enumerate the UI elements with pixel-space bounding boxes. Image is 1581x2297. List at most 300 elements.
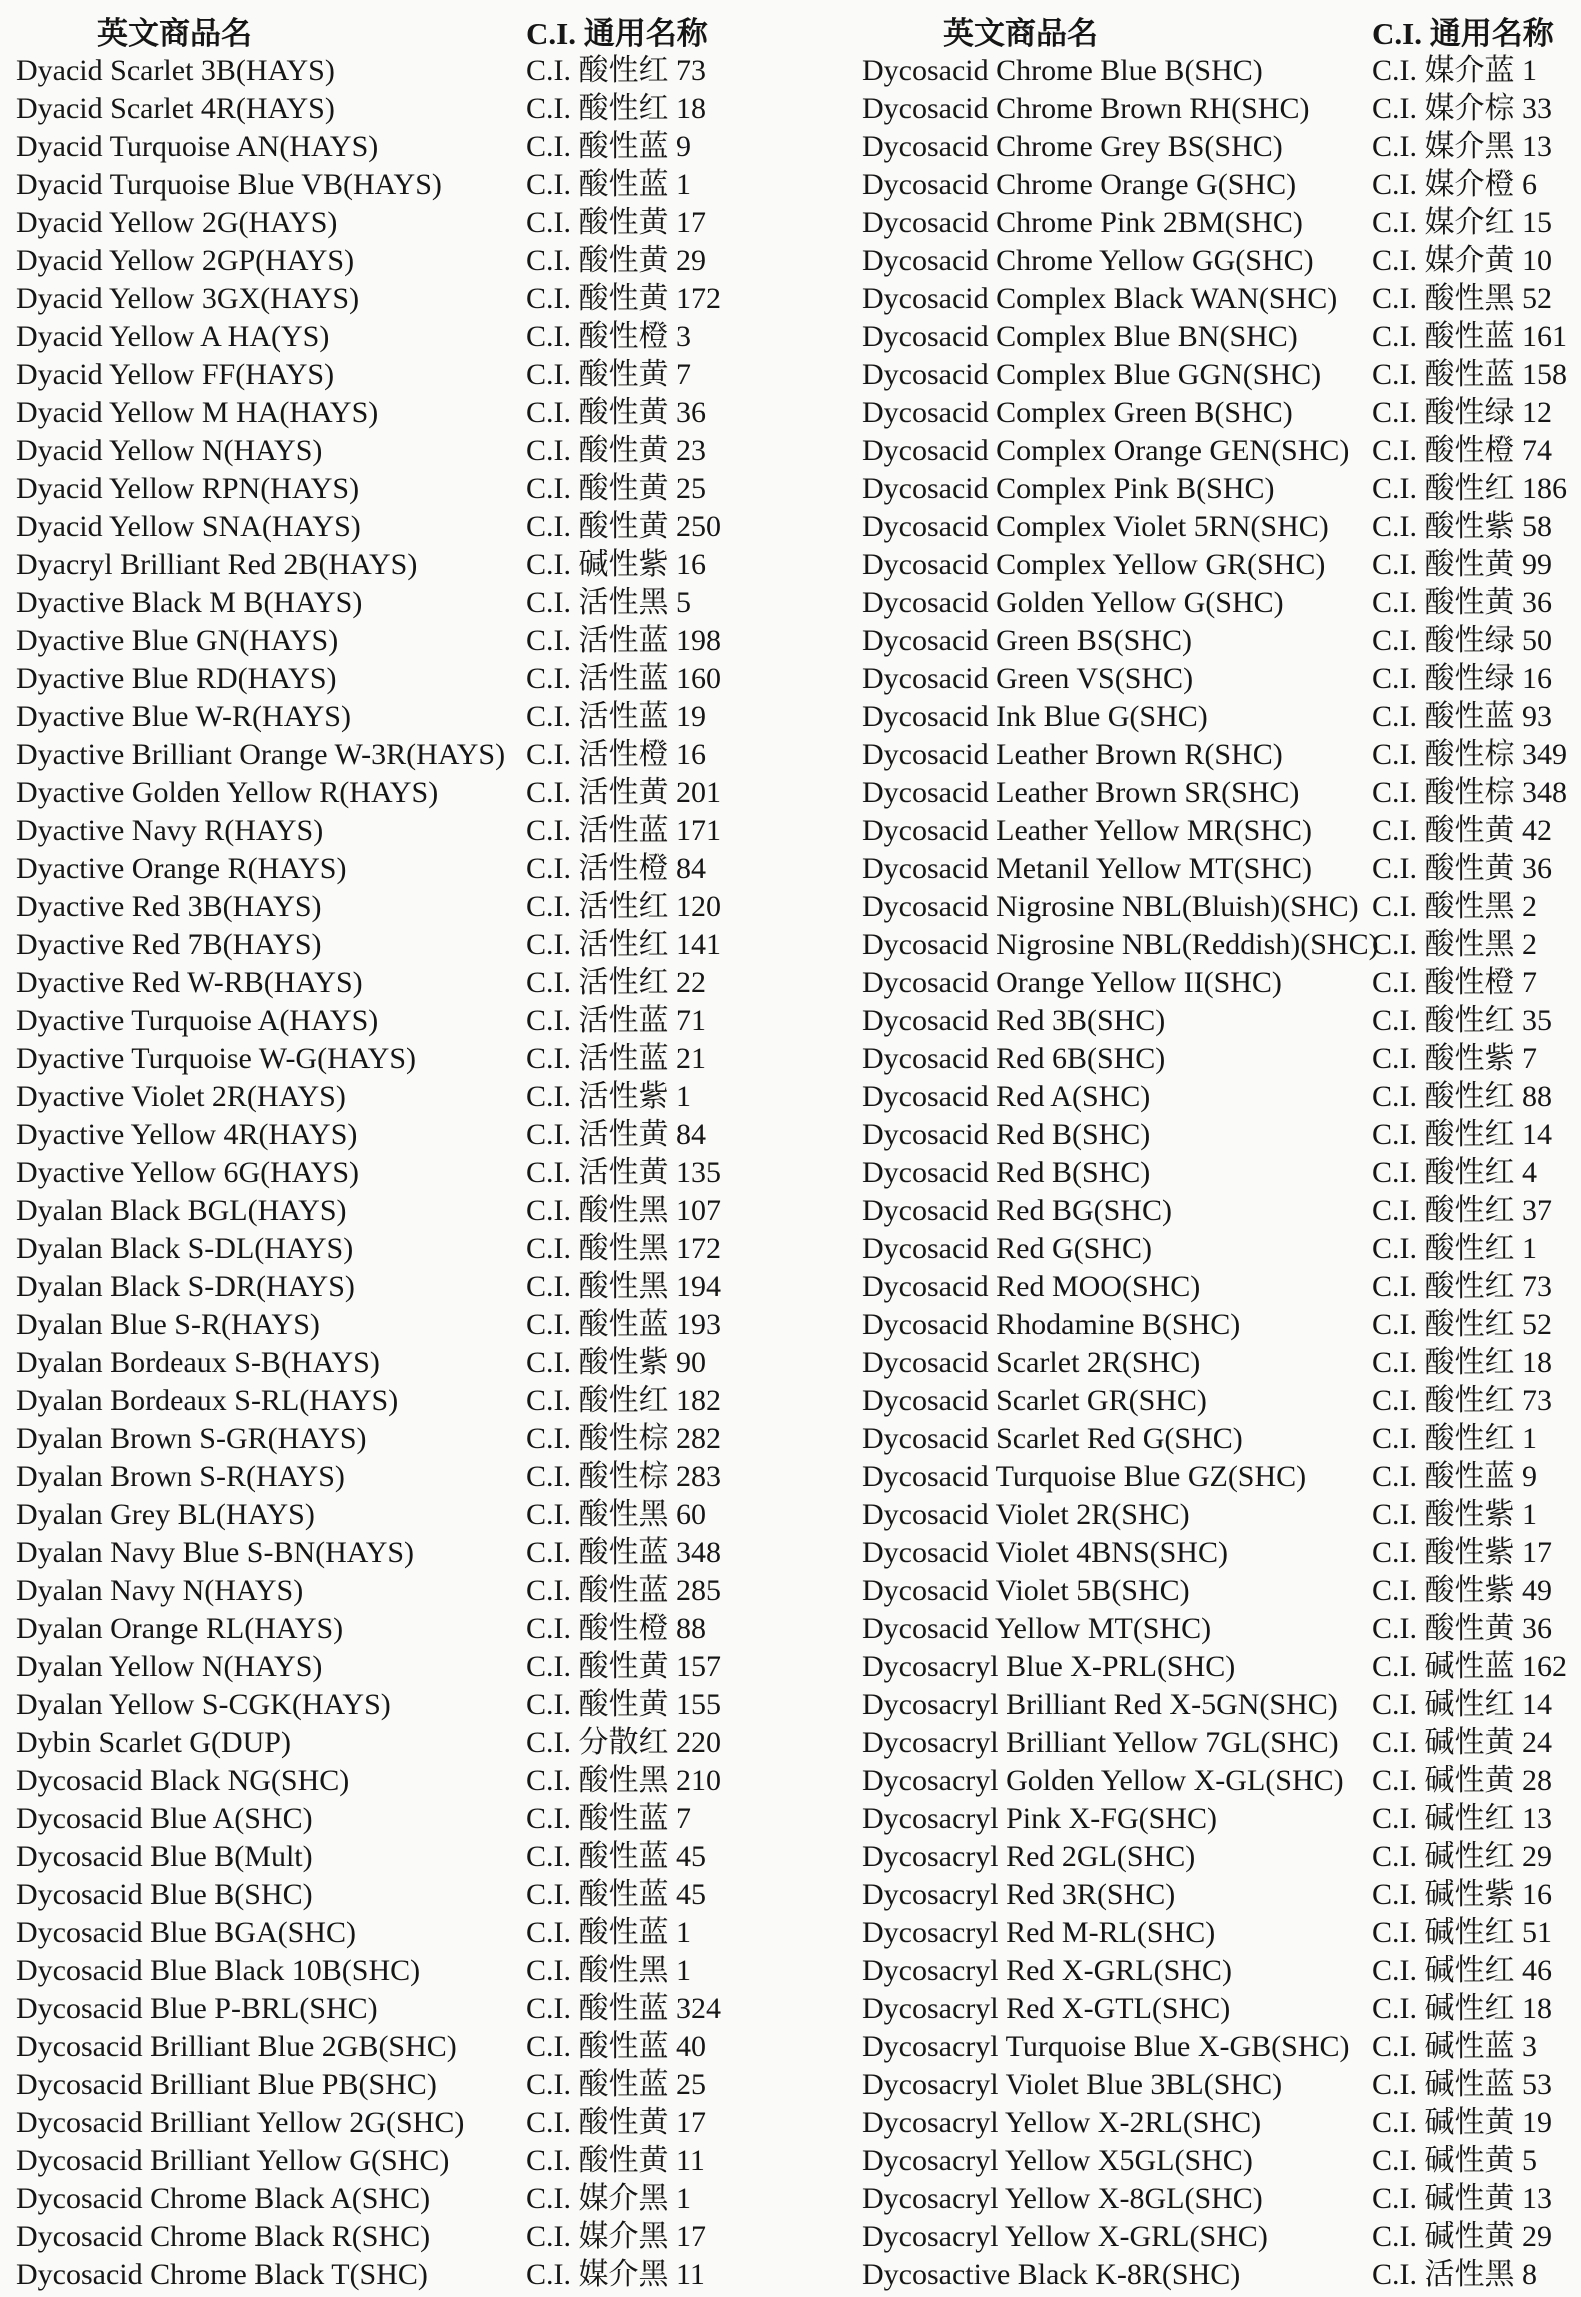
table-row [862, 1724, 1581, 1762]
table-row [862, 1952, 1581, 1990]
table-row [16, 660, 766, 698]
ci-name-cell: C.I. 酸性黄 36 [526, 396, 706, 429]
ci-name-cell: C.I. 酸性蓝 7 [526, 1802, 691, 1835]
trade-name-cell: Dycosacid Complex Blue BN(SHC) [862, 320, 1298, 353]
table-row [16, 1610, 766, 1648]
table-row [862, 2028, 1581, 2066]
table-row [16, 1534, 766, 1572]
table-row [16, 698, 766, 736]
table-row [862, 1420, 1581, 1458]
table-row [16, 964, 766, 1002]
table-row [862, 812, 1581, 850]
trade-name-cell: Dyactive Turquoise W-G(HAYS) [16, 1042, 417, 1075]
trade-name-cell: Dyacid Yellow RPN(HAYS) [16, 472, 360, 505]
trade-name-cell: Dyactive Golden Yellow R(HAYS) [16, 776, 439, 809]
left-table-header [16, 8, 766, 52]
trade-name-cell: Dyalan Navy N(HAYS) [16, 1574, 304, 1607]
trade-name-cell: Dyalan Black S-DR(HAYS) [16, 1270, 355, 1303]
table-row [862, 1458, 1581, 1496]
ci-name-cell: C.I. 碱性红 18 [1372, 1992, 1552, 2025]
table-row [862, 926, 1581, 964]
table-row [16, 2028, 766, 2066]
table-row [862, 508, 1581, 546]
ci-name-cell: C.I. 碱性紫 16 [526, 548, 706, 581]
trade-name-cell: Dyacid Yellow 2G(HAYS) [16, 206, 338, 239]
table-row [862, 1762, 1581, 1800]
ci-name-cell: C.I. 酸性蓝 348 [526, 1536, 721, 1569]
trade-name-cell: Dycosacid Scarlet Red G(SHC) [862, 1422, 1243, 1455]
table-row [16, 1420, 766, 1458]
ci-name-cell: C.I. 酸性黄 155 [526, 1688, 721, 1721]
trade-name-cell: Dycosacid Chrome Black A(SHC) [16, 2182, 431, 2215]
table-row [862, 774, 1581, 812]
table-row [862, 318, 1581, 356]
ci-name-cell: C.I. 酸性紫 7 [1372, 1042, 1537, 1075]
ci-name-cell: C.I. 活性蓝 71 [526, 1004, 706, 1037]
ci-name-cell: C.I. 酸性蓝 1 [526, 168, 691, 201]
ci-name-cell: C.I. 碱性黄 19 [1372, 2106, 1552, 2139]
trade-name-cell: Dyactive Blue RD(HAYS) [16, 662, 337, 695]
ci-name-cell: C.I. 酸性橙 3 [526, 320, 691, 353]
table-row [16, 2142, 766, 2180]
table-row [862, 1876, 1581, 1914]
ci-name-cell: C.I. 酸性紫 49 [1372, 1574, 1552, 1607]
table-row [862, 356, 1581, 394]
table-row [16, 1496, 766, 1534]
table-row [16, 888, 766, 926]
table-row [862, 1800, 1581, 1838]
ci-name-cell: C.I. 活性黑 5 [526, 586, 691, 619]
trade-name-cell: Dycosacid Chrome Orange G(SHC) [862, 168, 1297, 201]
table-row [862, 622, 1581, 660]
table-row [16, 90, 766, 128]
ci-name-cell: C.I. 酸性黑 210 [526, 1764, 721, 1797]
ci-name-cell: C.I. 碱性蓝 162 [1372, 1650, 1567, 1683]
trade-name-cell: Dycosacid Blue P-BRL(SHC) [16, 1992, 378, 2025]
table-row [862, 1116, 1581, 1154]
ci-name-cell: C.I. 酸性橙 7 [1372, 966, 1537, 999]
ci-name-cell: C.I. 酸性红 1 [1372, 1232, 1537, 1265]
ci-name-cell: C.I. 酸性黑 52 [1372, 282, 1552, 315]
ci-name-cell: C.I. 酸性紫 17 [1372, 1536, 1552, 1569]
ci-name-cell: C.I. 酸性蓝 324 [526, 1992, 721, 2025]
ci-name-cell: C.I. 酸性橙 74 [1372, 434, 1552, 467]
table-row [16, 1458, 766, 1496]
trade-name-cell: Dycosacid Chrome Yellow GG(SHC) [862, 244, 1314, 277]
trade-name-cell: Dycosacryl Brilliant Red X-5GN(SHC) [862, 1688, 1338, 1721]
table-row [16, 2256, 766, 2294]
trade-name-cell: Dyactive Turquoise A(HAYS) [16, 1004, 379, 1037]
ci-name-cell: C.I. 酸性黄 29 [526, 244, 706, 277]
trade-name-cell: Dycosacid Nigrosine NBL(Reddish)(SHC) [862, 928, 1379, 961]
trade-name-cell: Dycosacid Brilliant Yellow 2G(SHC) [16, 2106, 465, 2139]
trade-name-cell: Dycosacid Green BS(SHC) [862, 624, 1192, 657]
trade-name-cell: Dyacid Yellow N(HAYS) [16, 434, 323, 467]
trade-name-cell: Dycosacid Red B(SHC) [862, 1118, 1151, 1151]
ci-name-cell: C.I. 媒介蓝 1 [1372, 54, 1537, 87]
ci-name-cell: C.I. 酸性绿 50 [1372, 624, 1552, 657]
table-row [862, 1040, 1581, 1078]
table-row [16, 2066, 766, 2104]
table-row [862, 280, 1581, 318]
trade-name-cell: Dycosacid Blue A(SHC) [16, 1802, 313, 1835]
ci-name-cell: C.I. 媒介黑 13 [1372, 130, 1552, 163]
ci-name-cell: C.I. 媒介黄 10 [1372, 244, 1552, 277]
ci-name-cell: C.I. 活性红 120 [526, 890, 721, 923]
table-row [862, 1078, 1581, 1116]
table-row [862, 2256, 1581, 2294]
trade-name-cell: Dyactive Red W-RB(HAYS) [16, 966, 363, 999]
trade-name-cell: Dyacid Yellow A HA(YS) [16, 320, 330, 353]
trade-name-cell: Dycosacid Red MOO(SHC) [862, 1270, 1201, 1303]
ci-name-cell: C.I. 酸性黄 36 [1372, 852, 1552, 885]
ci-name-cell: C.I. 酸性红 18 [1372, 1346, 1552, 1379]
trade-name-cell: Dycosacid Violet 5B(SHC) [862, 1574, 1190, 1607]
trade-name-cell: Dycosacid Ink Blue G(SHC) [862, 700, 1208, 733]
trade-name-cell: Dycosacid Blue B(SHC) [16, 1878, 313, 1911]
ci-name-cell: C.I. 酸性紫 1 [1372, 1498, 1537, 1531]
table-row [16, 166, 766, 204]
table-row [16, 622, 766, 660]
ci-name-cell: C.I. 碱性红 46 [1372, 1954, 1552, 1987]
table-row [862, 2218, 1581, 2256]
ci-name-cell: C.I. 酸性蓝 158 [1372, 358, 1567, 391]
table-row [862, 394, 1581, 432]
trade-name-cell: Dyactive Red 3B(HAYS) [16, 890, 322, 923]
ci-name-cell: C.I. 酸性黄 11 [526, 2144, 705, 2177]
ci-name-cell: C.I. 酸性红 37 [1372, 1194, 1552, 1227]
ci-name-cell: C.I. 活性蓝 21 [526, 1042, 706, 1075]
trade-name-cell: Dycosacid Orange Yellow II(SHC) [862, 966, 1282, 999]
ci-name-cell: C.I. 酸性黑 194 [526, 1270, 721, 1303]
table-row [862, 242, 1581, 280]
trade-name-cell: Dycosacid Brilliant Yellow G(SHC) [16, 2144, 450, 2177]
table-row [862, 1572, 1581, 1610]
table-row [862, 128, 1581, 166]
ci-name-cell: C.I. 碱性紫 16 [1372, 1878, 1552, 1911]
trade-name-cell: Dycosacid Leather Brown SR(SHC) [862, 776, 1300, 809]
column-gap [766, 8, 862, 2294]
ci-name-cell: C.I. 酸性蓝 161 [1372, 320, 1567, 353]
trade-name-cell: Dyalan Bordeaux S-RL(HAYS) [16, 1384, 399, 1417]
trade-name-cell: Dyacid Yellow FF(HAYS) [16, 358, 335, 391]
table-row [862, 1610, 1581, 1648]
ci-name-cell: C.I. 碱性蓝 3 [1372, 2030, 1537, 2063]
table-row [16, 1572, 766, 1610]
trade-name-cell: Dycosacryl Red X-GTL(SHC) [862, 1992, 1231, 2025]
ci-name-cell: C.I. 碱性蓝 53 [1372, 2068, 1552, 2101]
trade-name-cell: Dyactive Yellow 4R(HAYS) [16, 1118, 358, 1151]
table-row [16, 1724, 766, 1762]
ci-name-cell: C.I. 碱性红 51 [1372, 1916, 1552, 1949]
trade-name-cell: Dycosacid Complex Violet 5RN(SHC) [862, 510, 1329, 543]
table-row [16, 128, 766, 166]
trade-name-cell: Dyalan Black S-DL(HAYS) [16, 1232, 354, 1265]
trade-name-cell: Dyalan Orange RL(HAYS) [16, 1612, 344, 1645]
trade-name-cell: Dycosacid Complex Pink B(SHC) [862, 472, 1275, 505]
ci-name-cell: C.I. 活性蓝 19 [526, 700, 706, 733]
table-row [16, 204, 766, 242]
trade-name-cell: Dyalan Yellow S-CGK(HAYS) [16, 1688, 391, 1721]
trade-name-cell: Dycosacryl Violet Blue 3BL(SHC) [862, 2068, 1283, 2101]
trade-name-cell: Dycosacryl Red X-GRL(SHC) [862, 1954, 1232, 1987]
ci-name-cell: C.I. 酸性红 73 [1372, 1384, 1552, 1417]
ci-name-cell: C.I. 酸性红 73 [526, 54, 706, 87]
trade-name-cell: Dyactive Blue W-R(HAYS) [16, 700, 351, 733]
table-row [862, 1990, 1581, 2028]
trade-name-cell: Dyalan Brown S-GR(HAYS) [16, 1422, 367, 1455]
ci-name-cell: C.I. 活性黄 84 [526, 1118, 706, 1151]
ci-name-cell: C.I. 酸性蓝 9 [526, 130, 691, 163]
trade-name-cell: Dycosacryl Blue X-PRL(SHC) [862, 1650, 1236, 1683]
right-table-header [862, 8, 1581, 52]
ci-name-cell: C.I. 酸性棕 283 [526, 1460, 721, 1493]
table-row [16, 1306, 766, 1344]
trade-name-cell: Dycosacryl Yellow X5GL(SHC) [862, 2144, 1253, 2177]
table-row [16, 1230, 766, 1268]
table-row [862, 432, 1581, 470]
ci-name-cell: C.I. 活性红 141 [526, 928, 721, 961]
trade-name-cell: Dycosacryl Brilliant Yellow 7GL(SHC) [862, 1726, 1339, 1759]
trade-name-cell: Dyactive Orange R(HAYS) [16, 852, 347, 885]
trade-name-cell: Dyacid Scarlet 4R(HAYS) [16, 92, 335, 125]
ci-name-cell: C.I. 酸性黑 1 [526, 1954, 691, 1987]
table-row [16, 1914, 766, 1952]
trade-name-cell: Dycosacid Chrome Black R(SHC) [16, 2220, 431, 2253]
ci-name-cell: C.I. 酸性蓝 40 [526, 2030, 706, 2063]
ci-name-cell: C.I. 酸性紫 58 [1372, 510, 1552, 543]
table-row [862, 1496, 1581, 1534]
right-table-rows [862, 52, 1581, 2294]
trade-name-cell: Dycosacid Violet 4BNS(SHC) [862, 1536, 1228, 1569]
trade-name-cell: Dycosacid Red B(SHC) [862, 1156, 1151, 1189]
ci-name-cell: C.I. 酸性黄 25 [526, 472, 706, 505]
ci-name-cell: C.I. 酸性黑 60 [526, 1498, 706, 1531]
ci-name-cell: C.I. 酸性棕 348 [1372, 776, 1567, 809]
trade-name-cell: Dyactive Blue GN(HAYS) [16, 624, 339, 657]
ci-name-cell: C.I. 碱性黄 13 [1372, 2182, 1552, 2215]
table-row [862, 204, 1581, 242]
table-row [862, 546, 1581, 584]
ci-name-cell: C.I. 媒介黑 1 [526, 2182, 691, 2215]
trade-name-cell: Dycosacid Chrome Brown RH(SHC) [862, 92, 1310, 125]
trade-name-cell: Dycosacid Chrome Blue B(SHC) [862, 54, 1263, 87]
ci-name-cell: C.I. 碱性黄 28 [1372, 1764, 1552, 1797]
trade-name-cell: Dycosacid Chrome Pink 2BM(SHC) [862, 206, 1303, 239]
trade-name-cell: Dyacryl Brilliant Red 2B(HAYS) [16, 548, 418, 581]
ci-name-cell: C.I. 酸性红 18 [526, 92, 706, 125]
trade-name-cell: Dyalan Blue S-R(HAYS) [16, 1308, 320, 1341]
trade-name-cell: Dycosacid Red 3B(SHC) [862, 1004, 1166, 1037]
ci-name-cell: C.I. 酸性蓝 25 [526, 2068, 706, 2101]
table-row [16, 2218, 766, 2256]
trade-name-cell: Dycosacid Complex Yellow GR(SHC) [862, 548, 1326, 581]
ci-name-cell: C.I. 酸性黑 107 [526, 1194, 721, 1227]
trade-name-cell: Dycosacid Turquoise Blue GZ(SHC) [862, 1460, 1307, 1493]
ci-name-cell: C.I. 碱性黄 29 [1372, 2220, 1552, 2253]
table-row [16, 1154, 766, 1192]
ci-name-cell: C.I. 酸性紫 90 [526, 1346, 706, 1379]
table-row [16, 1990, 766, 2028]
table-row [862, 964, 1581, 1002]
table-row [862, 660, 1581, 698]
table-row [16, 2104, 766, 2142]
ci-name-cell: C.I. 媒介棕 33 [1372, 92, 1552, 125]
trade-name-cell: Dyacid Scarlet 3B(HAYS) [16, 54, 335, 87]
trade-name-cell: Dyalan Brown S-R(HAYS) [16, 1460, 345, 1493]
table-row [862, 2142, 1581, 2180]
table-row [16, 1686, 766, 1724]
ci-name-cell: C.I. 酸性红 186 [1372, 472, 1567, 505]
table-row [16, 394, 766, 432]
ci-name-cell: C.I. 活性黑 8 [1372, 2258, 1537, 2291]
table-row [16, 1876, 766, 1914]
ci-name-cell: C.I. 酸性绿 16 [1372, 662, 1552, 695]
table-row [862, 698, 1581, 736]
trade-name-cell: Dyactive Violet 2R(HAYS) [16, 1080, 346, 1113]
english-trade-name-header: 英文商品名 [97, 16, 252, 51]
ci-name-cell: C.I. 酸性蓝 45 [526, 1878, 706, 1911]
ci-name-cell: C.I. 酸性黄 42 [1372, 814, 1552, 847]
table-row [862, 1648, 1581, 1686]
trade-name-cell: Dycosacid Red 6B(SHC) [862, 1042, 1166, 1075]
trade-name-cell: Dycosacryl Turquoise Blue X-GB(SHC) [862, 2030, 1350, 2063]
ci-name-cell: C.I. 碱性黄 24 [1372, 1726, 1552, 1759]
ci-name-cell: C.I. 酸性蓝 193 [526, 1308, 721, 1341]
ci-name-cell: C.I. 酸性黑 2 [1372, 928, 1537, 961]
trade-name-cell: Dycosacryl Red 3R(SHC) [862, 1878, 1176, 1911]
trade-name-cell: Dycosacid Nigrosine NBL(Bluish)(SHC) [862, 890, 1359, 923]
trade-name-cell: Dycosacid Black NG(SHC) [16, 1764, 350, 1797]
trade-name-cell: Dyactive Brilliant Orange W-3R(HAYS) [16, 738, 506, 771]
trade-name-cell: Dyactive Red 7B(HAYS) [16, 928, 322, 961]
table-row [16, 1116, 766, 1154]
trade-name-cell: Dycosacid Complex Black WAN(SHC) [862, 282, 1338, 315]
trade-name-cell: Dyacid Turquoise AN(HAYS) [16, 130, 379, 163]
trade-name-cell: Dycosacid Green VS(SHC) [862, 662, 1194, 695]
ci-name-cell: C.I. 酸性绿 12 [1372, 396, 1552, 429]
right-table [862, 8, 1581, 2294]
table-row [16, 1002, 766, 1040]
ci-name-cell: C.I. 媒介红 15 [1372, 206, 1552, 239]
table-row [16, 850, 766, 888]
ci-name-cell: C.I. 活性黄 135 [526, 1156, 721, 1189]
trade-name-cell: Dycosactive Black K-8R(SHC) [862, 2258, 1241, 2291]
table-row [862, 584, 1581, 622]
table-row [16, 1952, 766, 1990]
table-row [862, 736, 1581, 774]
trade-name-cell: Dycosacryl Yellow X-8GL(SHC) [862, 2182, 1263, 2215]
trade-name-cell: Dycosacid Complex Green B(SHC) [862, 396, 1293, 429]
table-row [16, 242, 766, 280]
table-row [16, 1838, 766, 1876]
table-row [16, 1382, 766, 1420]
trade-name-cell: Dyalan Black BGL(HAYS) [16, 1194, 347, 1227]
trade-name-cell: Dycosacid Violet 2R(SHC) [862, 1498, 1190, 1531]
table-row [862, 1914, 1581, 1952]
ci-name-cell: C.I. 酸性黄 250 [526, 510, 721, 543]
table-row [16, 774, 766, 812]
table-row [862, 166, 1581, 204]
ci-name-cell: C.I. 碱性红 13 [1372, 1802, 1552, 1835]
table-row [16, 508, 766, 546]
table-row [16, 2180, 766, 2218]
trade-name-cell: Dycosacid Complex Blue GGN(SHC) [862, 358, 1322, 391]
table-row [862, 2180, 1581, 2218]
trade-name-cell: Dycosacryl Yellow X-2RL(SHC) [862, 2106, 1262, 2139]
table-row [16, 52, 766, 90]
trade-name-cell: Dyacid Yellow M HA(HAYS) [16, 396, 379, 429]
table-row [862, 1268, 1581, 1306]
ci-name-cell: C.I. 酸性黑 2 [1372, 890, 1537, 923]
trade-name-cell: Dycosacid Brilliant Blue PB(SHC) [16, 2068, 437, 2101]
trade-name-cell: Dycosacryl Yellow X-GRL(SHC) [862, 2220, 1268, 2253]
table-row [862, 1686, 1581, 1724]
trade-name-cell: Dyactive Yellow 6G(HAYS) [16, 1156, 360, 1189]
ci-name-cell: C.I. 酸性红 14 [1372, 1118, 1552, 1151]
left-table-rows [16, 52, 766, 2294]
ci-name-cell: C.I. 活性黄 201 [526, 776, 721, 809]
ci-name-cell: C.I. 活性紫 1 [526, 1080, 691, 1113]
ci-name-cell: C.I. 酸性红 52 [1372, 1308, 1552, 1341]
trade-name-cell: Dybin Scarlet G(DUP) [16, 1726, 291, 1759]
left-table [16, 8, 766, 2294]
trade-name-cell: Dycosacid Red A(SHC) [862, 1080, 1151, 1113]
trade-name-cell: Dycosacid Blue Black 10B(SHC) [16, 1954, 421, 1987]
trade-name-cell: Dyacid Turquoise Blue VB(HAYS) [16, 168, 442, 201]
ci-name-cell: C.I. 媒介橙 6 [1372, 168, 1537, 201]
trade-name-cell: Dycosacid Yellow MT(SHC) [862, 1612, 1212, 1645]
trade-name-cell: Dyacid Yellow 3GX(HAYS) [16, 282, 360, 315]
ci-name-cell: C.I. 酸性黄 17 [526, 2106, 706, 2139]
ci-name-cell: C.I. 酸性蓝 93 [1372, 700, 1552, 733]
ci-name-cell: C.I. 酸性黄 17 [526, 206, 706, 239]
table-row [16, 736, 766, 774]
trade-name-cell: Dyalan Bordeaux S-B(HAYS) [16, 1346, 380, 1379]
trade-name-cell: Dycosacryl Golden Yellow X-GL(SHC) [862, 1764, 1344, 1797]
trade-name-cell: Dycosacid Rhodamine B(SHC) [862, 1308, 1241, 1341]
table-row [862, 888, 1581, 926]
ci-generic-name-header: C.I. 通用名称 [526, 16, 708, 51]
trade-name-cell: Dyacid Yellow 2GP(HAYS) [16, 244, 355, 277]
trade-name-cell: Dycosacid Scarlet 2R(SHC) [862, 1346, 1201, 1379]
table-row [16, 1762, 766, 1800]
trade-name-cell: Dyalan Navy Blue S-BN(HAYS) [16, 1536, 415, 1569]
table-row [862, 1154, 1581, 1192]
ci-name-cell: C.I. 酸性红 182 [526, 1384, 721, 1417]
trade-name-cell: Dycosacid Metanil Yellow MT(SHC) [862, 852, 1312, 885]
ci-name-cell: C.I. 酸性蓝 45 [526, 1840, 706, 1873]
ci-name-cell: C.I. 酸性黄 36 [1372, 1612, 1552, 1645]
table-row [16, 926, 766, 964]
ci-name-cell: C.I. 碱性红 14 [1372, 1688, 1552, 1721]
table-row [16, 584, 766, 622]
table-row [16, 1040, 766, 1078]
ci-name-cell: C.I. 酸性黄 99 [1372, 548, 1552, 581]
table-row [862, 1230, 1581, 1268]
ci-name-cell: C.I. 酸性红 4 [1372, 1156, 1537, 1189]
table-row [862, 90, 1581, 128]
trade-name-cell: Dyactive Navy R(HAYS) [16, 814, 324, 847]
trade-name-cell: Dycosacid Leather Brown R(SHC) [862, 738, 1283, 771]
trade-name-cell: Dycosacryl Red M-RL(SHC) [862, 1916, 1216, 1949]
table-row [862, 2104, 1581, 2142]
table-row [16, 318, 766, 356]
table-row [862, 1382, 1581, 1420]
ci-name-cell: C.I. 酸性黄 36 [1372, 586, 1552, 619]
trade-name-cell: Dyacid Yellow SNA(HAYS) [16, 510, 361, 543]
trade-name-cell: Dycosacid Brilliant Blue 2GB(SHC) [16, 2030, 457, 2063]
